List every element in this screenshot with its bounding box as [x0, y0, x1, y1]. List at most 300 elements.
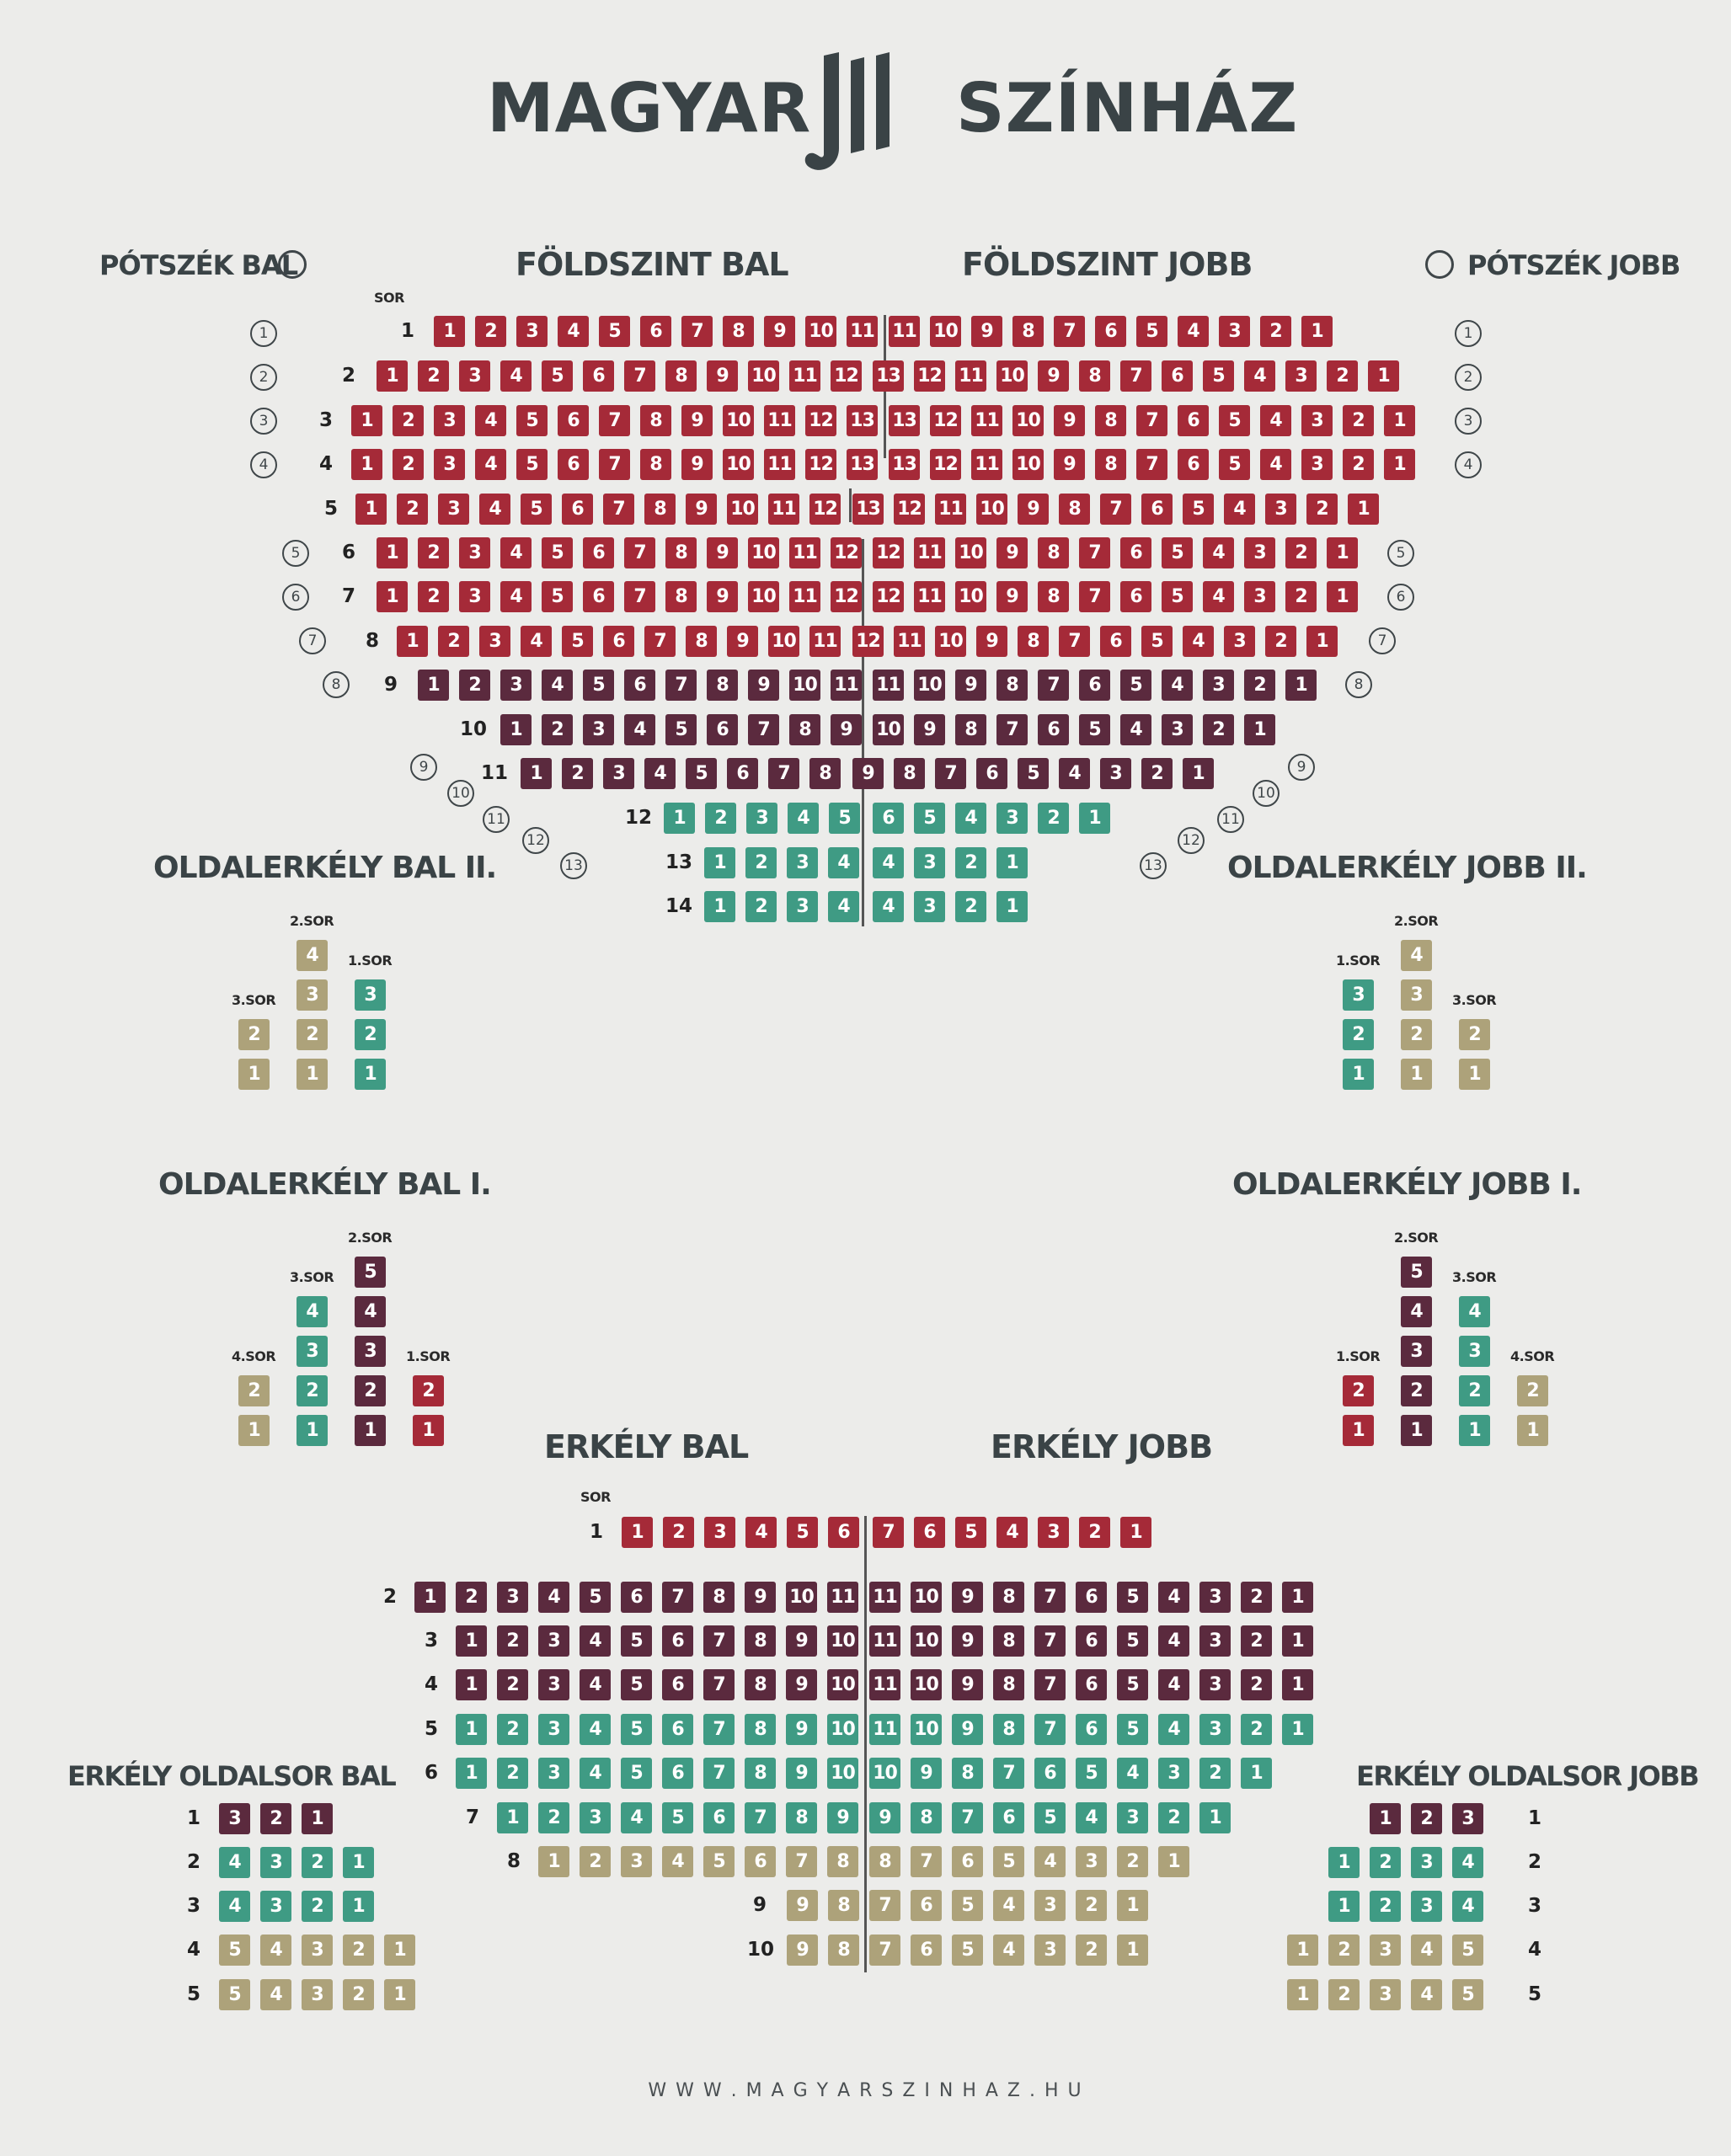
oldal-bal-1-seat[interactable]: 2 [355, 1375, 386, 1406]
foldszint-jobb-seat[interactable]: 11 [935, 494, 966, 525]
foldszint-bal-seat[interactable]: 4 [624, 714, 655, 745]
erkely-oldalsor-bal-seat[interactable]: 1 [384, 1979, 415, 2010]
erkely-oldalsor-jobb-seat[interactable]: 5 [1452, 1935, 1483, 1966]
foldszint-jobb-seat[interactable]: 3 [1203, 670, 1234, 701]
potszek-jobb-chair[interactable]: 11 [1217, 806, 1244, 833]
erkely-jobb-seat[interactable]: 11 [869, 1669, 900, 1700]
foldszint-bal-seat[interactable]: 11 [809, 626, 841, 657]
erkely-jobb-seat[interactable]: 3 [1199, 1714, 1231, 1745]
foldszint-bal-seat[interactable]: 10 [723, 449, 754, 480]
foldszint-bal-seat[interactable]: 7 [665, 670, 697, 701]
erkely-bal-seat[interactable]: 6 [662, 1669, 693, 1700]
erkely-bal-seat[interactable]: 1 [538, 1846, 569, 1877]
erkely-bal-seat[interactable]: 3 [497, 1582, 528, 1613]
erkely-oldalsor-jobb-seat[interactable]: 3 [1370, 1935, 1401, 1966]
foldszint-bal-seat[interactable]: 1 [664, 803, 695, 834]
foldszint-bal-seat[interactable]: 1 [351, 449, 382, 480]
foldszint-bal-seat[interactable]: 2 [745, 891, 777, 922]
foldszint-bal-seat[interactable]: 1 [377, 360, 408, 392]
foldszint-bal-seat[interactable]: 7 [681, 316, 713, 347]
erkely-oldalsor-bal-seat[interactable]: 3 [302, 1979, 333, 2010]
foldszint-jobb-seat[interactable]: 4 [1178, 316, 1209, 347]
foldszint-bal-seat[interactable]: 7 [599, 405, 630, 436]
foldszint-jobb-seat[interactable]: 13 [852, 494, 884, 525]
foldszint-bal-seat[interactable]: 11 [789, 537, 820, 568]
foldszint-jobb-seat[interactable]: 10 [955, 581, 986, 612]
foldszint-jobb-seat[interactable]: 12 [930, 405, 961, 436]
erkely-jobb-seat[interactable]: 3 [1034, 1890, 1066, 1921]
erkely-oldalsor-jobb-seat[interactable]: 2 [1370, 1847, 1401, 1878]
erkely-oldalsor-jobb-seat[interactable]: 1 [1328, 1847, 1360, 1878]
erkely-jobb-seat[interactable]: 2 [1079, 1517, 1110, 1548]
erkely-jobb-seat[interactable]: 8 [993, 1714, 1024, 1745]
erkely-bal-seat[interactable]: 1 [414, 1582, 446, 1613]
foldszint-bal-seat[interactable]: 12 [809, 494, 841, 525]
erkely-jobb-seat[interactable]: 2 [1241, 1714, 1272, 1745]
erkely-oldalsor-jobb-seat[interactable]: 3 [1452, 1803, 1483, 1834]
erkely-bal-seat[interactable]: 3 [538, 1669, 569, 1700]
erkely-oldalsor-bal-seat[interactable]: 2 [343, 1935, 374, 1966]
foldszint-jobb-seat[interactable]: 4 [1244, 360, 1275, 392]
erkely-jobb-seat[interactable]: 9 [952, 1582, 983, 1613]
erkely-jobb-seat[interactable]: 8 [869, 1846, 900, 1877]
erkely-bal-seat[interactable]: 5 [621, 1625, 652, 1657]
foldszint-jobb-seat[interactable]: 10 [976, 494, 1007, 525]
foldszint-bal-seat[interactable]: 2 [542, 714, 573, 745]
oldal-jobb-1-seat[interactable]: 2 [1517, 1375, 1548, 1406]
foldszint-bal-seat[interactable]: 11 [768, 494, 799, 525]
erkely-bal-seat[interactable]: 2 [663, 1517, 694, 1548]
erkely-bal-seat[interactable]: 2 [497, 1758, 528, 1789]
foldszint-jobb-seat[interactable]: 1 [1244, 714, 1275, 745]
erkely-jobb-seat[interactable]: 4 [1158, 1625, 1189, 1657]
erkely-bal-seat[interactable]: 7 [703, 1758, 735, 1789]
foldszint-bal-seat[interactable]: 8 [665, 537, 697, 568]
foldszint-jobb-seat[interactable]: 12 [930, 449, 961, 480]
foldszint-bal-seat[interactable]: 9 [681, 405, 713, 436]
erkely-bal-seat[interactable]: 9 [787, 1890, 818, 1921]
potszek-jobb-chair[interactable]: 13 [1140, 852, 1167, 879]
erkely-jobb-seat[interactable]: 11 [869, 1714, 900, 1745]
erkely-jobb-seat[interactable]: 3 [1076, 1846, 1107, 1877]
erkely-jobb-seat[interactable]: 1 [1199, 1802, 1231, 1833]
foldszint-jobb-seat[interactable]: 8 [1095, 405, 1126, 436]
foldszint-bal-seat[interactable]: 7 [644, 626, 676, 657]
foldszint-jobb-seat[interactable]: 2 [1285, 537, 1317, 568]
foldszint-bal-seat[interactable]: 2 [705, 803, 736, 834]
erkely-jobb-seat[interactable]: 2 [1199, 1758, 1231, 1789]
potszek-bal-chair[interactable]: 4 [250, 451, 277, 478]
potszek-jobb-chair[interactable]: 3 [1455, 408, 1482, 435]
erkely-oldalsor-jobb-seat[interactable]: 1 [1287, 1979, 1318, 2010]
foldszint-jobb-seat[interactable]: 7 [1054, 316, 1085, 347]
erkely-jobb-seat[interactable]: 2 [1117, 1846, 1148, 1877]
foldszint-bal-seat[interactable]: 10 [768, 626, 799, 657]
foldszint-jobb-seat[interactable]: 10 [914, 670, 945, 701]
erkely-bal-seat[interactable]: 7 [662, 1582, 693, 1613]
erkely-bal-seat[interactable]: 9 [786, 1714, 817, 1745]
foldszint-jobb-seat[interactable]: 1 [996, 891, 1028, 922]
erkely-bal-seat[interactable]: 4 [662, 1846, 693, 1877]
foldszint-bal-seat[interactable]: 8 [809, 758, 841, 789]
potszek-bal-chair[interactable]: 11 [483, 806, 510, 833]
foldszint-jobb-seat[interactable]: 7 [1059, 626, 1090, 657]
foldszint-bal-seat[interactable]: 6 [624, 670, 655, 701]
oldal-jobb-2-seat[interactable]: 2 [1401, 1019, 1432, 1050]
foldszint-bal-seat[interactable]: 1 [377, 581, 408, 612]
erkely-jobb-seat[interactable]: 7 [873, 1517, 904, 1548]
erkely-oldalsor-jobb-seat[interactable]: 4 [1452, 1891, 1483, 1922]
foldszint-jobb-seat[interactable]: 2 [1260, 316, 1291, 347]
foldszint-jobb-seat[interactable]: 11 [971, 449, 1002, 480]
erkely-jobb-seat[interactable]: 2 [1158, 1802, 1189, 1833]
foldszint-bal-seat[interactable]: 1 [351, 405, 382, 436]
potszek-bal-chair[interactable]: 9 [410, 754, 437, 781]
foldszint-bal-seat[interactable]: 11 [764, 405, 795, 436]
erkely-jobb-seat[interactable]: 7 [1034, 1714, 1066, 1745]
erkely-bal-seat[interactable]: 4 [580, 1714, 611, 1745]
foldszint-bal-seat[interactable]: 5 [521, 494, 552, 525]
foldszint-jobb-seat[interactable]: 4 [1120, 714, 1151, 745]
erkely-bal-seat[interactable]: 3 [580, 1802, 611, 1833]
erkely-jobb-seat[interactable]: 4 [993, 1935, 1024, 1966]
foldszint-bal-seat[interactable]: 12 [831, 581, 862, 612]
erkely-bal-seat[interactable]: 5 [787, 1517, 818, 1548]
erkely-bal-seat[interactable]: 2 [580, 1846, 611, 1877]
oldal-jobb-1-seat[interactable]: 5 [1401, 1257, 1432, 1288]
erkely-jobb-seat[interactable]: 5 [1034, 1802, 1066, 1833]
erkely-bal-seat[interactable]: 1 [497, 1802, 528, 1833]
foldszint-jobb-seat[interactable]: 9 [955, 670, 986, 701]
erkely-bal-seat[interactable]: 8 [745, 1669, 776, 1700]
foldszint-bal-seat[interactable]: 9 [764, 316, 795, 347]
erkely-jobb-seat[interactable]: 5 [1117, 1582, 1148, 1613]
oldal-bal-2-seat[interactable]: 1 [297, 1059, 328, 1090]
erkely-bal-seat[interactable]: 9 [745, 1582, 776, 1613]
erkely-jobb-seat[interactable]: 9 [911, 1758, 942, 1789]
foldszint-jobb-seat[interactable]: 6 [976, 758, 1007, 789]
foldszint-jobb-seat[interactable]: 6 [1100, 626, 1131, 657]
erkely-bal-seat[interactable]: 5 [621, 1669, 652, 1700]
foldszint-bal-seat[interactable]: 3 [603, 758, 634, 789]
foldszint-bal-seat[interactable]: 3 [459, 360, 490, 392]
erkely-jobb-seat[interactable]: 9 [952, 1669, 983, 1700]
foldszint-jobb-seat[interactable]: 10 [935, 626, 966, 657]
oldal-bal-2-seat[interactable]: 3 [297, 979, 328, 1011]
erkely-jobb-seat[interactable]: 8 [911, 1802, 942, 1833]
foldszint-bal-seat[interactable]: 6 [558, 449, 589, 480]
foldszint-jobb-seat[interactable]: 4 [955, 803, 986, 834]
foldszint-bal-seat[interactable]: 5 [599, 316, 630, 347]
foldszint-jobb-seat[interactable]: 3 [1224, 626, 1255, 657]
foldszint-bal-seat[interactable]: 6 [583, 581, 614, 612]
erkely-jobb-seat[interactable]: 8 [993, 1625, 1024, 1657]
erkely-jobb-seat[interactable]: 7 [911, 1846, 942, 1877]
oldal-bal-2-seat[interactable]: 4 [297, 940, 328, 971]
erkely-jobb-seat[interactable]: 2 [1241, 1625, 1272, 1657]
oldal-bal-2-seat[interactable]: 3 [355, 979, 386, 1011]
erkely-oldalsor-jobb-seat[interactable]: 2 [1370, 1891, 1401, 1922]
foldszint-jobb-seat[interactable]: 2 [1244, 670, 1275, 701]
erkely-jobb-seat[interactable]: 6 [993, 1802, 1024, 1833]
foldszint-jobb-seat[interactable]: 1 [1327, 581, 1358, 612]
erkely-bal-seat[interactable]: 6 [662, 1758, 693, 1789]
foldszint-bal-seat[interactable]: 4 [828, 891, 859, 922]
oldal-jobb-1-seat[interactable]: 2 [1343, 1375, 1374, 1406]
foldszint-bal-seat[interactable]: 4 [500, 581, 532, 612]
erkely-jobb-seat[interactable]: 9 [952, 1714, 983, 1745]
foldszint-jobb-seat[interactable]: 6 [1120, 537, 1151, 568]
erkely-bal-seat[interactable]: 9 [787, 1935, 818, 1966]
foldszint-bal-seat[interactable]: 7 [748, 714, 779, 745]
foldszint-bal-seat[interactable]: 6 [562, 494, 593, 525]
erkely-bal-seat[interactable]: 4 [580, 1625, 611, 1657]
erkely-bal-seat[interactable]: 8 [745, 1758, 776, 1789]
foldszint-bal-seat[interactable]: 2 [475, 316, 506, 347]
foldszint-bal-seat[interactable]: 1 [377, 537, 408, 568]
foldszint-bal-seat[interactable]: 8 [707, 670, 738, 701]
oldal-bal-1-seat[interactable]: 2 [238, 1375, 270, 1406]
oldal-bal-1-seat[interactable]: 1 [413, 1415, 444, 1446]
erkely-jobb-seat[interactable]: 3 [1034, 1935, 1066, 1966]
foldszint-bal-seat[interactable]: 6 [707, 714, 738, 745]
foldszint-jobb-seat[interactable]: 6 [1162, 360, 1193, 392]
foldszint-bal-seat[interactable]: 3 [746, 803, 777, 834]
potszek-bal-chair[interactable]: 1 [250, 320, 277, 347]
foldszint-jobb-seat[interactable]: 3 [1285, 360, 1317, 392]
oldal-jobb-2-seat[interactable]: 2 [1343, 1019, 1374, 1050]
foldszint-jobb-seat[interactable]: 5 [1120, 670, 1151, 701]
oldal-jobb-2-seat[interactable]: 2 [1459, 1019, 1490, 1050]
foldszint-bal-seat[interactable]: 4 [558, 316, 589, 347]
foldszint-jobb-seat[interactable]: 2 [1343, 449, 1374, 480]
foldszint-bal-seat[interactable]: 5 [542, 537, 573, 568]
foldszint-bal-seat[interactable]: 12 [805, 449, 836, 480]
foldszint-bal-seat[interactable]: 8 [686, 626, 717, 657]
foldszint-bal-seat[interactable]: 1 [355, 494, 387, 525]
foldszint-bal-seat[interactable]: 4 [542, 670, 573, 701]
foldszint-jobb-seat[interactable]: 9 [1054, 449, 1085, 480]
foldszint-jobb-seat[interactable]: 2 [1306, 494, 1338, 525]
potszek-bal-chair[interactable]: 12 [522, 827, 549, 854]
erkely-jobb-seat[interactable]: 5 [993, 1846, 1024, 1877]
foldszint-jobb-seat[interactable]: 3 [914, 891, 945, 922]
oldal-bal-1-seat[interactable]: 5 [355, 1257, 386, 1288]
potszek-jobb-chair[interactable]: 1 [1455, 320, 1482, 347]
erkely-jobb-seat[interactable]: 5 [1117, 1669, 1148, 1700]
erkely-bal-seat[interactable]: 3 [704, 1517, 735, 1548]
foldszint-jobb-seat[interactable]: 5 [1162, 537, 1193, 568]
erkely-bal-seat[interactable]: 5 [580, 1582, 611, 1613]
foldszint-jobb-seat[interactable]: 8 [1095, 449, 1126, 480]
foldszint-bal-seat[interactable]: 9 [727, 626, 758, 657]
foldszint-jobb-seat[interactable]: 5 [1136, 316, 1167, 347]
website-url[interactable]: W W W . M A G Y A R S Z I N H A Z . H U [648, 2080, 1083, 2101]
oldal-jobb-1-seat[interactable]: 2 [1401, 1375, 1432, 1406]
foldszint-bal-seat[interactable]: 8 [789, 714, 820, 745]
erkely-bal-seat[interactable]: 8 [827, 1846, 858, 1877]
erkely-bal-seat[interactable]: 8 [828, 1935, 859, 1966]
erkely-jobb-seat[interactable]: 8 [993, 1582, 1024, 1613]
oldal-bal-1-seat[interactable]: 4 [297, 1296, 328, 1327]
foldszint-jobb-seat[interactable]: 8 [894, 758, 925, 789]
erkely-oldalsor-jobb-seat[interactable]: 4 [1411, 1979, 1442, 2010]
oldal-jobb-1-seat[interactable]: 3 [1459, 1336, 1490, 1367]
foldszint-jobb-seat[interactable]: 9 [1054, 405, 1085, 436]
foldszint-jobb-seat[interactable]: 13 [889, 405, 920, 436]
foldszint-jobb-seat[interactable]: 9 [996, 581, 1028, 612]
erkely-bal-seat[interactable]: 2 [497, 1669, 528, 1700]
erkely-jobb-seat[interactable]: 6 [911, 1890, 942, 1921]
erkely-bal-seat[interactable]: 5 [703, 1846, 735, 1877]
foldszint-bal-seat[interactable]: 1 [704, 891, 735, 922]
foldszint-jobb-seat[interactable]: 10 [1012, 449, 1044, 480]
erkely-jobb-seat[interactable]: 7 [993, 1758, 1024, 1789]
foldszint-jobb-seat[interactable]: 8 [1059, 494, 1090, 525]
foldszint-jobb-seat[interactable]: 12 [873, 581, 904, 612]
oldal-jobb-1-seat[interactable]: 1 [1517, 1415, 1548, 1446]
erkely-bal-seat[interactable]: 10 [827, 1714, 858, 1745]
oldal-bal-2-seat[interactable]: 2 [355, 1019, 386, 1050]
erkely-jobb-seat[interactable]: 5 [952, 1935, 983, 1966]
foldszint-bal-seat[interactable]: 2 [562, 758, 593, 789]
erkely-jobb-seat[interactable]: 1 [1282, 1625, 1313, 1657]
foldszint-bal-seat[interactable]: 5 [516, 449, 548, 480]
foldszint-jobb-seat[interactable]: 9 [971, 316, 1002, 347]
foldszint-bal-seat[interactable]: 2 [438, 626, 469, 657]
erkely-jobb-seat[interactable]: 6 [914, 1517, 945, 1548]
erkely-bal-seat[interactable]: 3 [621, 1846, 652, 1877]
oldal-bal-2-seat[interactable]: 2 [238, 1019, 270, 1050]
foldszint-bal-seat[interactable]: 6 [583, 360, 614, 392]
erkely-bal-seat[interactable]: 2 [538, 1802, 569, 1833]
foldszint-jobb-seat[interactable]: 9 [1038, 360, 1069, 392]
foldszint-bal-seat[interactable]: 11 [847, 316, 878, 347]
foldszint-jobb-seat[interactable]: 2 [1327, 360, 1358, 392]
foldszint-jobb-seat[interactable]: 10 [955, 537, 986, 568]
foldszint-bal-seat[interactable]: 9 [681, 449, 713, 480]
erkely-oldalsor-jobb-seat[interactable]: 5 [1452, 1979, 1483, 2010]
foldszint-bal-seat[interactable]: 9 [831, 714, 862, 745]
foldszint-jobb-seat[interactable]: 5 [1203, 360, 1234, 392]
erkely-bal-seat[interactable]: 1 [456, 1669, 487, 1700]
foldszint-bal-seat[interactable]: 3 [583, 714, 614, 745]
foldszint-bal-seat[interactable]: 13 [847, 449, 878, 480]
foldszint-bal-seat[interactable]: 6 [640, 316, 671, 347]
foldszint-jobb-seat[interactable]: 5 [1018, 758, 1049, 789]
potszek-bal-chair[interactable]: 2 [250, 364, 277, 391]
erkely-jobb-seat[interactable]: 3 [1199, 1582, 1231, 1613]
erkely-jobb-seat[interactable]: 2 [1241, 1582, 1272, 1613]
foldszint-jobb-seat[interactable]: 1 [1348, 494, 1379, 525]
oldal-jobb-1-seat[interactable]: 3 [1401, 1336, 1432, 1367]
erkely-bal-seat[interactable]: 1 [456, 1758, 487, 1789]
oldal-jobb-1-seat[interactable]: 4 [1401, 1296, 1432, 1327]
foldszint-jobb-seat[interactable]: 8 [1038, 581, 1069, 612]
erkely-jobb-seat[interactable]: 9 [869, 1802, 900, 1833]
erkely-bal-seat[interactable]: 8 [745, 1714, 776, 1745]
foldszint-jobb-seat[interactable]: 9 [996, 537, 1028, 568]
foldszint-jobb-seat[interactable]: 3 [1301, 405, 1333, 436]
erkely-jobb-seat[interactable]: 6 [911, 1935, 942, 1966]
foldszint-jobb-seat[interactable]: 2 [955, 847, 986, 878]
foldszint-bal-seat[interactable]: 10 [805, 316, 836, 347]
erkely-oldalsor-jobb-seat[interactable]: 3 [1411, 1891, 1442, 1922]
foldszint-jobb-seat[interactable]: 7 [1136, 405, 1167, 436]
oldal-jobb-1-seat[interactable]: 2 [1459, 1375, 1490, 1406]
foldszint-jobb-seat[interactable]: 2 [1285, 581, 1317, 612]
potszek-bal-chair[interactable]: 3 [250, 408, 277, 435]
foldszint-bal-seat[interactable]: 11 [789, 360, 820, 392]
foldszint-bal-seat[interactable]: 7 [768, 758, 799, 789]
erkely-jobb-seat[interactable]: 3 [1038, 1517, 1069, 1548]
foldszint-jobb-seat[interactable]: 4 [873, 891, 904, 922]
foldszint-bal-seat[interactable]: 8 [665, 360, 697, 392]
oldal-bal-1-seat[interactable]: 2 [413, 1375, 444, 1406]
foldszint-jobb-seat[interactable]: 10 [1012, 405, 1044, 436]
erkely-jobb-seat[interactable]: 6 [952, 1846, 983, 1877]
foldszint-bal-seat[interactable]: 11 [764, 449, 795, 480]
erkely-bal-seat[interactable]: 1 [456, 1625, 487, 1657]
erkely-oldalsor-bal-seat[interactable]: 4 [260, 1935, 291, 1966]
foldszint-bal-seat[interactable]: 5 [542, 360, 573, 392]
erkely-bal-seat[interactable]: 3 [538, 1758, 569, 1789]
foldszint-jobb-seat[interactable]: 4 [873, 847, 904, 878]
foldszint-bal-seat[interactable]: 4 [475, 405, 506, 436]
foldszint-jobb-seat[interactable]: 11 [955, 360, 986, 392]
erkely-oldalsor-bal-seat[interactable]: 1 [343, 1891, 374, 1922]
erkely-jobb-seat[interactable]: 3 [1117, 1802, 1148, 1833]
foldszint-jobb-seat[interactable]: 3 [1244, 537, 1275, 568]
oldal-bal-1-seat[interactable]: 3 [297, 1336, 328, 1367]
foldszint-bal-seat[interactable]: 12 [831, 537, 862, 568]
foldszint-jobb-seat[interactable]: 3 [1219, 316, 1250, 347]
erkely-jobb-seat[interactable]: 6 [1034, 1758, 1066, 1789]
foldszint-jobb-seat[interactable]: 3 [1100, 758, 1131, 789]
foldszint-jobb-seat[interactable]: 7 [935, 758, 966, 789]
erkely-jobb-seat[interactable]: 9 [952, 1625, 983, 1657]
erkely-jobb-seat[interactable]: 3 [1199, 1625, 1231, 1657]
foldszint-bal-seat[interactable]: 9 [686, 494, 717, 525]
potszek-jobb-chair[interactable]: 10 [1253, 780, 1280, 807]
erkely-oldalsor-bal-seat[interactable]: 5 [219, 1935, 250, 1966]
foldszint-bal-seat[interactable]: 3 [459, 537, 490, 568]
foldszint-jobb-seat[interactable]: 8 [955, 714, 986, 745]
foldszint-bal-seat[interactable]: 1 [704, 847, 735, 878]
foldszint-bal-seat[interactable]: 1 [500, 714, 532, 745]
foldszint-jobb-seat[interactable]: 9 [976, 626, 1007, 657]
erkely-bal-seat[interactable]: 10 [827, 1758, 858, 1789]
erkely-jobb-seat[interactable]: 7 [1034, 1669, 1066, 1700]
foldszint-bal-seat[interactable]: 3 [787, 891, 818, 922]
erkely-bal-seat[interactable]: 8 [828, 1890, 859, 1921]
erkely-oldalsor-bal-seat[interactable]: 2 [343, 1979, 374, 2010]
erkely-jobb-seat[interactable]: 11 [869, 1625, 900, 1657]
erkely-oldalsor-bal-seat[interactable]: 3 [260, 1847, 291, 1878]
erkely-jobb-seat[interactable]: 6 [1076, 1582, 1107, 1613]
erkely-oldalsor-jobb-seat[interactable]: 3 [1411, 1847, 1442, 1878]
foldszint-jobb-seat[interactable]: 7 [1136, 449, 1167, 480]
foldszint-jobb-seat[interactable]: 6 [1038, 714, 1069, 745]
foldszint-jobb-seat[interactable]: 9 [914, 714, 945, 745]
foldszint-bal-seat[interactable]: 2 [418, 581, 449, 612]
erkely-oldalsor-jobb-seat[interactable]: 2 [1411, 1803, 1442, 1834]
foldszint-bal-seat[interactable]: 8 [640, 449, 671, 480]
erkely-oldalsor-bal-seat[interactable]: 4 [219, 1891, 250, 1922]
erkely-bal-seat[interactable]: 7 [786, 1846, 817, 1877]
erkely-jobb-seat[interactable]: 1 [1117, 1890, 1148, 1921]
potszek-jobb-chair[interactable]: 7 [1369, 627, 1396, 654]
